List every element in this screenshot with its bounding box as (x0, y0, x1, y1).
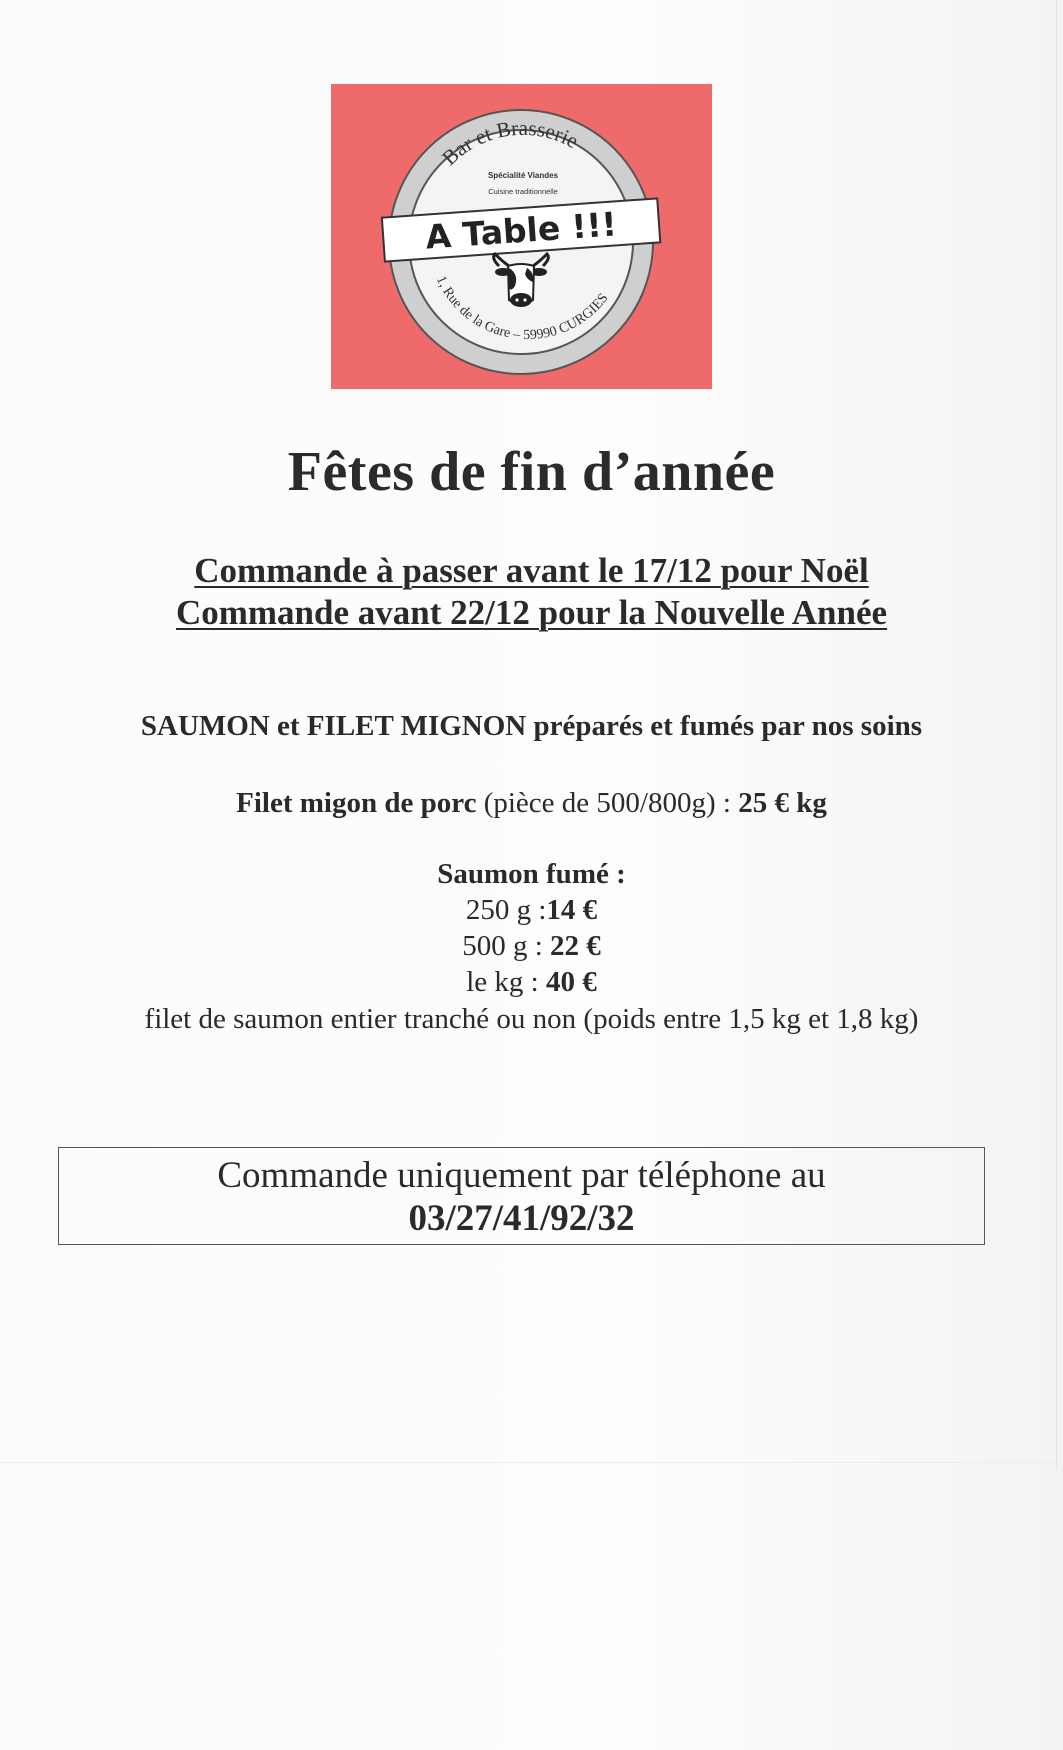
contact-text: Commande uniquement par téléphone au (217, 1155, 826, 1196)
logo-arc-bottom: 1, Rue de la Gare – 59990 CURGIES (432, 273, 612, 344)
salmon-qty: 250 g : (465, 894, 547, 926)
salmon-price: 22 € (550, 930, 601, 962)
restaurant-logo (331, 84, 712, 389)
pork-name: Filet migon de porc (236, 787, 477, 819)
page-title: Fêtes de fin d’année (287, 441, 776, 503)
salmon-price-line (0, 894, 1063, 927)
deadline-christmas: Commande à passer avant le 17/12 pour Noël (194, 551, 869, 590)
logo-specialty: Spécialité Viandes (487, 171, 559, 180)
salmon-price-line (0, 966, 1063, 999)
logo-cuisine: Cuisine traditionnelle (488, 187, 558, 196)
logo-emblem (331, 84, 712, 389)
contact-phone: 03/27/41/92/32 (408, 1198, 635, 1239)
salmon-qty: le kg : (466, 966, 539, 998)
salmon-note: filet de saumon entier tranché ou non (poids entre 1,5 kg et 1,8 kg) (144, 1003, 919, 1035)
salmon-price: 40 € (546, 966, 597, 998)
salmon-price-line (0, 930, 1063, 963)
pork-detail: (pièce de 500/800g) : (483, 787, 731, 819)
page-fold-line (0, 1462, 1063, 1463)
salmon-title: Saumon fumé : (437, 858, 626, 890)
pork-offer (0, 787, 1063, 820)
logo-banner-text: A Table !!! (424, 204, 618, 257)
pork-price: 25 € kg (738, 787, 827, 819)
salmon-qty: 500 g : (462, 930, 543, 962)
logo-arc-top: Bar et Brasserie (437, 115, 583, 170)
contact-box (58, 1147, 985, 1245)
deadline-new-year: Commande avant 22/12 pour la Nouvelle Année (175, 593, 888, 632)
salmon-price: 14 € (546, 894, 598, 926)
products-intro: SAUMON et FILET MIGNON préparés et fumés par nos soins (140, 710, 923, 742)
